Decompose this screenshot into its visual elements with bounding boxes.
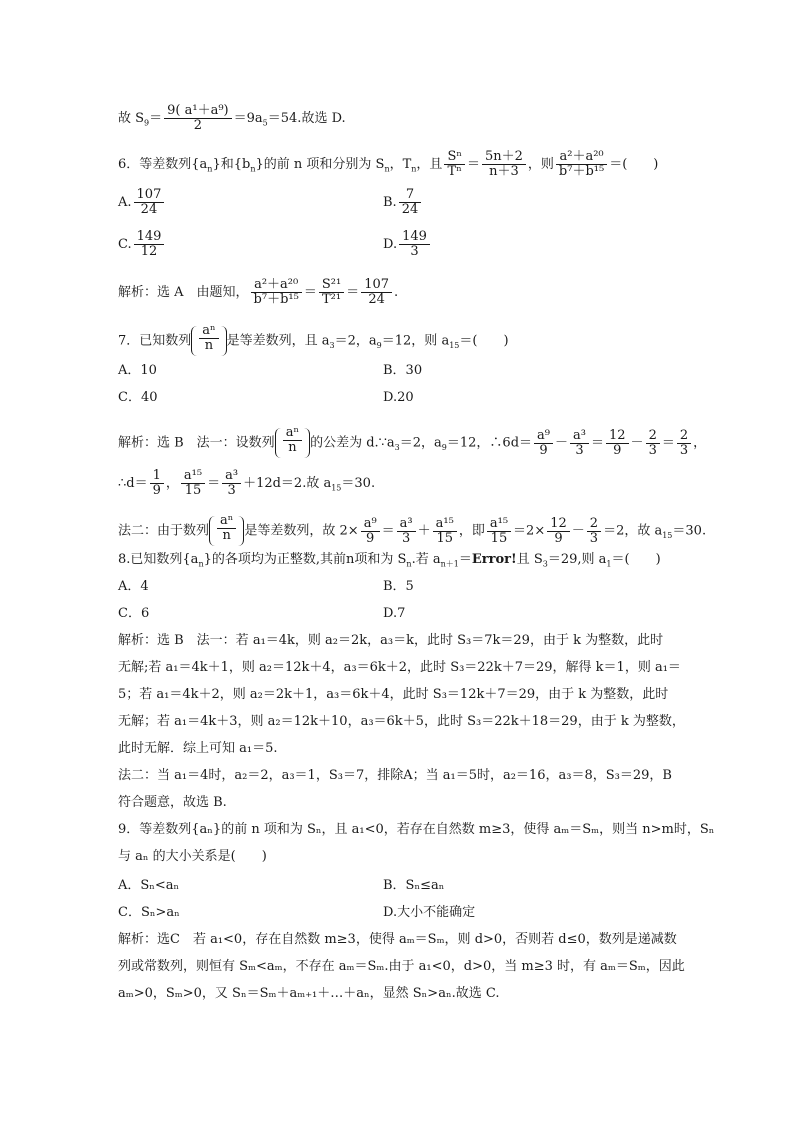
text: 法二：由于数列 <box>118 523 210 539</box>
text: ，即 <box>458 523 485 539</box>
text: .若 a <box>411 552 441 567</box>
option-label: D. <box>383 237 398 252</box>
denominator: b⁷＋b¹⁵ <box>253 292 299 307</box>
subscript: 15 <box>662 531 673 541</box>
brace-sequence <box>191 324 226 358</box>
text: 的公差为 d.∵a <box>310 435 395 451</box>
denominator: 3 <box>648 442 657 458</box>
denominator: 15 <box>436 530 454 546</box>
denominator: 3 <box>589 530 599 546</box>
text: ＝ <box>346 285 360 300</box>
text: ＝( ) <box>459 333 509 349</box>
fraction <box>646 429 660 458</box>
option-d: D.7 <box>383 606 406 621</box>
text: 7．已知数列 <box>118 333 192 349</box>
numerator: a²＋a²⁰ <box>556 150 607 165</box>
solution-9-line: 列或常数列，则恒有 Sₘ<aₘ，不存在 aₘ＝Sₘ.由于 a₁<0，d>0，当 m≥3 时，有 aₘ＝Sₘ，因此 <box>118 959 685 974</box>
fraction <box>547 517 570 546</box>
text: }的各项均为正整数,其前n项和为 S <box>203 552 407 567</box>
subscript: n＋1 <box>440 559 459 569</box>
text: ＋ <box>417 523 431 539</box>
option-d: D.大小不能确定 <box>383 905 476 920</box>
text: ， <box>693 435 707 451</box>
numerator: 107 <box>134 188 165 203</box>
subscript: n <box>411 164 417 174</box>
solution-5-conclusion <box>118 104 346 133</box>
text: ，且 <box>416 157 443 172</box>
text: }的前 n 项和分别为 S <box>255 157 385 172</box>
numerator: 7 <box>399 188 422 203</box>
numerator: a³ <box>397 517 416 532</box>
numerator: S²¹ <box>319 278 344 293</box>
text: － <box>630 435 644 451</box>
text: ＝2，故 a <box>603 523 663 539</box>
numerator: aⁿ <box>199 324 218 339</box>
option-label: A. <box>118 195 132 210</box>
option-a: A．10 <box>118 363 157 378</box>
solution-7-method-1-cont <box>118 469 375 498</box>
denominator: 9 <box>554 530 563 546</box>
text: ＝( ) <box>609 157 659 172</box>
denominator: 3 <box>575 442 584 458</box>
subscript: 5 <box>262 118 268 128</box>
denominator: b⁷＋b¹⁵ <box>558 164 605 179</box>
subscript: 9 <box>144 118 150 128</box>
text: ＝ <box>303 285 317 300</box>
option-label: C. <box>118 237 132 252</box>
text: 解析：选 A 由题知， <box>118 285 249 300</box>
denominator: 24 <box>140 202 158 217</box>
denominator: n <box>204 338 214 353</box>
numerator: aⁿ <box>217 514 236 529</box>
fraction <box>482 150 526 179</box>
text: 是等差数列，故 2× <box>244 523 359 539</box>
option-b <box>383 188 423 217</box>
solution-6 <box>118 278 398 307</box>
denominator: Tⁿ <box>447 164 462 179</box>
option-c: C．Sₙ>aₙ <box>118 905 180 920</box>
error-text: Error! <box>471 552 517 567</box>
text: ＝2× <box>513 523 546 539</box>
denominator: T²¹ <box>321 292 342 307</box>
subscript: 9 <box>441 443 447 453</box>
subscript: 1 <box>606 559 612 569</box>
option-d <box>383 230 432 259</box>
denominator: 15 <box>490 530 508 546</box>
solution-8-line: 法二：当 a₁＝4时，a₂＝2，a₃＝1，S₃＝7，排除A；当 a₁＝5时，a₂＝16，a₃＝8，S₃＝29，B <box>118 768 672 783</box>
fraction <box>397 517 416 546</box>
text: ＝9a <box>233 111 263 126</box>
solution-8-line: 5；若 a₁＝4k＋2，则 a₂＝2k＋1，a₃＝6k＋4，此时 S₃＝12k＋7＝29，由于 k 为整数，此时 <box>118 687 669 702</box>
subscript: 15 <box>331 483 342 493</box>
denominator: n <box>288 440 297 455</box>
solution-7-method-1 <box>118 426 706 460</box>
fraction <box>251 278 302 307</box>
numerator: a¹⁵ <box>487 517 511 532</box>
denominator: 3 <box>402 530 411 546</box>
option-b: B．30 <box>383 363 423 378</box>
text: 6．等差数列{a <box>118 157 208 172</box>
option-a <box>118 188 166 217</box>
option-b: B．Sₙ≤aₙ <box>383 878 445 893</box>
fraction <box>319 278 344 307</box>
subscript: 3 <box>329 341 335 351</box>
denominator: 15 <box>184 483 202 498</box>
denominator: n＋3 <box>489 164 519 179</box>
subscript: n <box>406 559 412 569</box>
denominator: 3 <box>679 442 689 458</box>
denominator: 9 <box>613 442 622 458</box>
text: ＝2，a <box>334 333 377 349</box>
question-8 <box>118 551 661 574</box>
fraction <box>570 429 589 458</box>
text: . <box>394 285 399 300</box>
solution-8-line: 无解；若 a₁＝4k＋3，则 a₂＝12k＋10，a₃＝6k＋5，此时 S₃＝22k＋18＝29，由于 k 为整数， <box>118 714 685 729</box>
text: ∴d＝ <box>118 476 148 491</box>
solution-7-method-2 <box>118 514 706 548</box>
text: ，则 <box>527 157 554 172</box>
solution-9-line: aₘ>0，Sₘ>0，又 Sₙ＝Sₘ＋aₘ₊₁＋…＋aₙ，显然 Sₙ>aₙ.故选 C. <box>118 986 500 1001</box>
fraction <box>217 514 236 543</box>
subscript: 3 <box>394 443 400 453</box>
fraction <box>677 429 691 458</box>
fraction <box>433 517 457 546</box>
numerator: a⁹ <box>361 517 380 532</box>
fraction <box>399 230 430 259</box>
option-c: C．40 <box>118 390 158 405</box>
fraction <box>134 230 165 259</box>
text: ＝30. <box>341 476 376 491</box>
denominator: n <box>222 528 231 543</box>
fraction <box>164 104 231 133</box>
text: ＝12，则 a <box>381 333 450 349</box>
numerator: a²＋a²⁰ <box>251 278 302 293</box>
option-a: A．Sₙ<aₙ <box>118 878 180 893</box>
subscript: n <box>250 164 256 174</box>
subscript: 9 <box>376 341 382 351</box>
numerator: 149 <box>399 230 430 245</box>
numerator: 12 <box>547 517 570 532</box>
subscript: 3 <box>542 559 548 569</box>
numerator: a¹⁵ <box>181 469 205 484</box>
fraction <box>606 429 629 458</box>
numerator: 1 <box>150 469 164 484</box>
denominator: 9 <box>539 442 548 458</box>
numerator: 9( a¹＋a⁹) <box>164 104 231 119</box>
text: ＝2，a <box>399 435 442 451</box>
numerator: 2 <box>646 429 660 444</box>
text: ＝ <box>149 111 163 126</box>
denominator: 2 <box>193 118 203 133</box>
question-9-line: 9．等差数列{aₙ}的前 n 项和为 Sₙ，且 a₁<0，若存在自然数 m≥3，使得 aₘ＝Sₘ，则当 n>m时，Sₙ <box>118 822 715 837</box>
text: }和{b <box>212 157 251 172</box>
numerator: a³ <box>570 429 589 444</box>
denominator: 24 <box>401 202 419 217</box>
text: ＝ <box>590 435 604 451</box>
text: ， <box>165 476 179 491</box>
question-6 <box>118 150 658 179</box>
fraction <box>181 469 205 498</box>
denominator: 9 <box>152 483 161 498</box>
option-c <box>118 230 166 259</box>
option-label: B. <box>383 195 397 210</box>
subscript: n <box>198 559 204 569</box>
solution-8-line: 无解;若 a₁＝4k＋1，则 a₂＝12k＋4，a₃＝6k＋2，此时 S₃＝22k＋7＝29，解得 k＝1，则 a₁＝ <box>118 660 681 675</box>
denominator: 12 <box>140 244 158 259</box>
fraction <box>283 426 302 455</box>
denominator: 9 <box>366 530 375 546</box>
fraction <box>487 517 511 546</box>
fraction <box>444 150 465 179</box>
numerator: a¹⁵ <box>433 517 457 532</box>
option-a: A．4 <box>118 579 149 594</box>
text: ＝54.故选 D. <box>267 111 346 126</box>
denominator: 3 <box>227 483 236 498</box>
text: ＝ <box>466 157 480 172</box>
option-c: C．6 <box>118 606 150 621</box>
text: ＋12d＝2.故 a <box>243 476 332 491</box>
brace-sequence <box>275 426 310 460</box>
solution-8-line: 符合题意，故选 B. <box>118 795 227 810</box>
denominator: 3 <box>410 244 419 259</box>
text: ，T <box>389 157 412 172</box>
subscript: n <box>207 164 213 174</box>
numerator: 12 <box>606 429 629 444</box>
fraction <box>222 469 241 498</box>
text: ＝ <box>661 435 675 451</box>
text: 8.已知数列{a <box>118 552 199 567</box>
fraction <box>399 188 422 217</box>
fraction <box>534 429 553 458</box>
subscript: 15 <box>449 341 460 351</box>
option-b: B．5 <box>383 579 414 594</box>
option-d: D.20 <box>383 390 414 405</box>
numerator: 2 <box>587 517 601 532</box>
text: ＝( ) <box>611 552 661 567</box>
question-9-line: 与 aₙ 的大小关系是( ) <box>118 849 267 864</box>
numerator: 2 <box>677 429 691 444</box>
fraction <box>199 324 218 353</box>
fraction <box>150 469 164 498</box>
text: 解析：选 B 法一：设数列 <box>118 435 275 451</box>
solution-8-line: 此时无解．综上可知 a₁＝5. <box>118 741 278 756</box>
numerator: a³ <box>222 469 241 484</box>
text: 且 S <box>516 552 543 567</box>
fraction <box>361 278 392 307</box>
text: － <box>571 523 585 539</box>
fraction <box>556 150 607 179</box>
fraction <box>361 517 380 546</box>
text: 是等差数列，且 a <box>226 333 330 349</box>
numerator: 107 <box>361 278 392 293</box>
numerator: aⁿ <box>283 426 302 441</box>
text: ＝ <box>207 476 221 491</box>
numerator: Sⁿ <box>444 150 465 165</box>
numerator: 149 <box>134 230 165 245</box>
text: ＝29,则 a <box>547 552 607 567</box>
text: 故 S <box>118 111 145 126</box>
text: ＝ <box>381 523 395 539</box>
fraction <box>134 188 165 217</box>
text: ＝12，∴6d＝ <box>446 435 533 451</box>
brace-sequence <box>209 514 244 548</box>
question-7 <box>118 324 509 358</box>
subscript: n <box>384 164 390 174</box>
text: ＝ <box>458 552 472 567</box>
fraction <box>587 517 601 546</box>
text: ＝30. <box>672 523 707 539</box>
numerator: 5n＋2 <box>482 150 526 165</box>
text: － <box>555 435 569 451</box>
numerator: a⁹ <box>534 429 553 444</box>
solution-9-line: 解析：选C 若 a₁<0，存在自然数 m≥3，使得 aₘ＝Sₘ，则 d>0，否则若 d≤0，数列是递减数 <box>118 932 677 947</box>
denominator: 24 <box>368 292 385 307</box>
solution-8-line: 解析：选 B 法一：若 a₁＝4k，则 a₂＝2k，a₃＝k，此时 S₃＝7k＝29，由于 k 为整数，此时 <box>118 633 664 648</box>
